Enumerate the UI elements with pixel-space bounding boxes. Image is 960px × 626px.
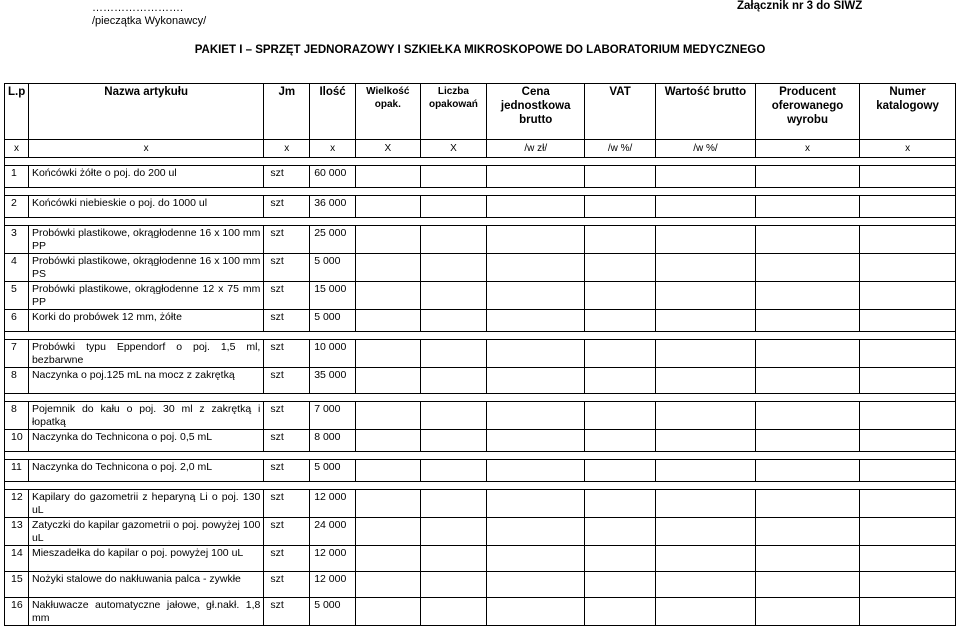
empty-cell — [585, 402, 656, 430]
empty-cell — [356, 254, 421, 282]
empty-cell — [655, 572, 755, 598]
row-lp: 13 — [5, 518, 29, 546]
row-jm: szt — [264, 546, 310, 572]
units-cell: X — [356, 140, 421, 158]
row-lp: 7 — [5, 340, 29, 368]
row-qty: 35 000 — [310, 368, 356, 394]
empty-cell — [487, 166, 585, 188]
table-row — [5, 598, 956, 626]
empty-cell — [755, 572, 859, 598]
col-gross-value: Wartość brutto — [655, 84, 755, 140]
empty-cell — [860, 166, 956, 188]
empty-cell — [420, 226, 487, 254]
table-row — [5, 402, 956, 430]
empty-cell — [356, 282, 421, 310]
col-vat: VAT — [585, 84, 656, 140]
empty-cell — [755, 340, 859, 368]
empty-cell — [356, 430, 421, 452]
units-cell: /w %/ — [585, 140, 656, 158]
group-separator — [5, 482, 956, 490]
empty-cell — [356, 546, 421, 572]
empty-cell — [860, 518, 956, 546]
empty-cell — [755, 196, 859, 218]
row-qty: 5 000 — [310, 310, 356, 332]
empty-cell — [655, 340, 755, 368]
row-lp: 15 — [5, 572, 29, 598]
empty-cell — [487, 196, 585, 218]
empty-cell — [755, 490, 859, 518]
col-unit-price: Cena jednostkowa brutto — [487, 84, 585, 140]
row-qty: 36 000 — [310, 196, 356, 218]
units-cell: X — [420, 140, 487, 158]
row-lp: 8 — [5, 402, 29, 430]
row-name: Naczynka do Technicona o poj. 0,5 mL — [28, 430, 263, 452]
table-row — [5, 340, 956, 368]
empty-cell — [487, 402, 585, 430]
row-name: Nożyki stalowe do nakłuwania palca - zywkłe — [28, 572, 263, 598]
row-jm: szt — [264, 368, 310, 394]
empty-cell — [356, 196, 421, 218]
separator-cell — [5, 158, 956, 166]
separator-cell — [5, 452, 956, 460]
empty-cell — [585, 166, 656, 188]
empty-cell — [585, 310, 656, 332]
col-pack-size: Wielkość opak. — [356, 84, 421, 140]
empty-cell — [755, 402, 859, 430]
units-cell: x — [755, 140, 859, 158]
empty-cell — [655, 166, 755, 188]
empty-cell — [487, 226, 585, 254]
empty-cell — [420, 430, 487, 452]
empty-cell — [655, 402, 755, 430]
row-jm: szt — [264, 490, 310, 518]
empty-cell — [356, 572, 421, 598]
table-row — [5, 310, 956, 332]
row-jm: szt — [264, 254, 310, 282]
row-lp: 8 — [5, 368, 29, 394]
empty-cell — [860, 340, 956, 368]
table-row — [5, 460, 956, 482]
row-qty: 12 000 — [310, 572, 356, 598]
empty-cell — [585, 572, 656, 598]
row-qty: 10 000 — [310, 340, 356, 368]
group-separator — [5, 332, 956, 340]
row-jm: szt — [264, 340, 310, 368]
empty-cell — [755, 166, 859, 188]
empty-cell — [655, 598, 755, 626]
empty-cell — [420, 460, 487, 482]
row-jm: szt — [264, 226, 310, 254]
empty-cell — [585, 460, 656, 482]
empty-cell — [420, 368, 487, 394]
row-name: Probówki typu Eppendorf o poj. 1,5 ml, bezbarwne — [28, 340, 263, 368]
empty-cell — [860, 490, 956, 518]
row-jm: szt — [264, 460, 310, 482]
row-name: Kapilary do gazometrii z heparyną Li o poj. 130 uL — [28, 490, 263, 518]
row-lp: 1 — [5, 166, 29, 188]
col-qty: Ilość — [310, 84, 356, 140]
empty-cell — [755, 282, 859, 310]
offer-table — [4, 83, 956, 626]
row-qty: 60 000 — [310, 166, 356, 188]
row-name: Końcówki żółte o poj. do 200 ul — [28, 166, 263, 188]
units-cell: x — [310, 140, 356, 158]
row-name: Probówki plastikowe, okrągłodenne 12 x 75 mm PP — [28, 282, 263, 310]
empty-cell — [860, 196, 956, 218]
row-lp: 2 — [5, 196, 29, 218]
table-row — [5, 572, 956, 598]
group-separator — [5, 158, 956, 166]
stamp-dots: ……………………. — [92, 2, 184, 14]
row-lp: 5 — [5, 282, 29, 310]
row-lp: 3 — [5, 226, 29, 254]
units-row — [5, 140, 956, 158]
row-qty: 5 000 — [310, 254, 356, 282]
row-lp: 4 — [5, 254, 29, 282]
row-jm: szt — [264, 282, 310, 310]
empty-cell — [585, 340, 656, 368]
empty-cell — [860, 282, 956, 310]
table-row — [5, 254, 956, 282]
group-separator — [5, 188, 956, 196]
row-lp: 6 — [5, 310, 29, 332]
empty-cell — [655, 518, 755, 546]
units-cell: x — [860, 140, 956, 158]
row-name: Probówki plastikowe, okrągłodenne 16 x 100 mm PP — [28, 226, 263, 254]
empty-cell — [655, 254, 755, 282]
empty-cell — [655, 546, 755, 572]
empty-cell — [356, 368, 421, 394]
empty-cell — [655, 490, 755, 518]
units-cell: /w %/ — [655, 140, 755, 158]
empty-cell — [585, 226, 656, 254]
empty-cell — [860, 598, 956, 626]
empty-cell — [860, 310, 956, 332]
empty-cell — [487, 430, 585, 452]
header-row — [5, 84, 956, 140]
units-cell: x — [28, 140, 263, 158]
row-lp: 12 — [5, 490, 29, 518]
empty-cell — [585, 430, 656, 452]
empty-cell — [655, 310, 755, 332]
empty-cell — [655, 196, 755, 218]
empty-cell — [487, 282, 585, 310]
row-jm: szt — [264, 166, 310, 188]
separator-cell — [5, 482, 956, 490]
row-jm: szt — [264, 430, 310, 452]
units-cell: /w zł/ — [487, 140, 585, 158]
col-lp: L.p — [5, 84, 29, 140]
group-separator — [5, 218, 956, 226]
empty-cell — [420, 166, 487, 188]
empty-cell — [585, 518, 656, 546]
empty-cell — [755, 368, 859, 394]
separator-cell — [5, 218, 956, 226]
row-name: Pojemnik do kału o poj. 30 ml z zakrętką i łopatką — [28, 402, 263, 430]
empty-cell — [487, 310, 585, 332]
empty-cell — [487, 340, 585, 368]
empty-cell — [585, 546, 656, 572]
row-jm: szt — [264, 598, 310, 626]
empty-cell — [356, 310, 421, 332]
table-row — [5, 196, 956, 218]
empty-cell — [655, 460, 755, 482]
empty-cell — [420, 598, 487, 626]
empty-cell — [755, 254, 859, 282]
row-lp: 10 — [5, 430, 29, 452]
col-pack-count: Liczba opakowań — [420, 84, 487, 140]
row-qty: 5 000 — [310, 598, 356, 626]
empty-cell — [860, 254, 956, 282]
units-cell: x — [5, 140, 29, 158]
separator-cell — [5, 332, 956, 340]
empty-cell — [755, 546, 859, 572]
empty-cell — [860, 368, 956, 394]
row-name: Probówki plastikowe, okrągłodenne 16 x 100 mm PS — [28, 254, 263, 282]
empty-cell — [356, 166, 421, 188]
empty-cell — [585, 254, 656, 282]
empty-cell — [356, 460, 421, 482]
empty-cell — [487, 368, 585, 394]
empty-cell — [755, 430, 859, 452]
empty-cell — [585, 598, 656, 626]
row-qty: 5 000 — [310, 460, 356, 482]
col-jm: Jm — [264, 84, 310, 140]
row-qty: 12 000 — [310, 490, 356, 518]
empty-cell — [356, 226, 421, 254]
empty-cell — [487, 598, 585, 626]
empty-cell — [487, 490, 585, 518]
empty-cell — [356, 402, 421, 430]
package-title: PAKIET I – SPRZĘT JEDNORAZOWY I SZKIEŁKA MIKROSKOPOWE DO LABORATORIUM MEDYCZNEGO — [194, 44, 766, 56]
row-jm: szt — [264, 402, 310, 430]
row-lp: 11 — [5, 460, 29, 482]
annex-title: Załącznik nr 3 do SIWZ — [737, 0, 863, 12]
empty-cell — [420, 572, 487, 598]
empty-cell — [420, 490, 487, 518]
empty-cell — [860, 402, 956, 430]
table-row — [5, 430, 956, 452]
row-jm: szt — [264, 518, 310, 546]
empty-cell — [487, 460, 585, 482]
empty-cell — [487, 254, 585, 282]
empty-cell — [755, 518, 859, 546]
table-row — [5, 518, 956, 546]
col-catalog-number: Numer katalogowy — [860, 84, 956, 140]
units-cell: x — [264, 140, 310, 158]
row-qty: 25 000 — [310, 226, 356, 254]
row-name: Nakłuwacze automatyczne jałowe, gł.nakł. 1,8 mm — [28, 598, 263, 626]
row-name: Naczynka o poj.125 mL na mocz z zakrętką — [28, 368, 263, 394]
empty-cell — [420, 310, 487, 332]
col-producer: Producent oferowanego wyrobu — [755, 84, 859, 140]
empty-cell — [655, 368, 755, 394]
empty-cell — [655, 226, 755, 254]
empty-cell — [487, 518, 585, 546]
row-qty: 24 000 — [310, 518, 356, 546]
empty-cell — [420, 340, 487, 368]
table-row — [5, 226, 956, 254]
separator-cell — [5, 188, 956, 196]
row-jm: szt — [264, 196, 310, 218]
empty-cell — [585, 368, 656, 394]
table-row — [5, 490, 956, 518]
empty-cell — [655, 430, 755, 452]
table-row — [5, 368, 956, 394]
empty-cell — [420, 254, 487, 282]
empty-cell — [585, 196, 656, 218]
row-name: Korki do probówek 12 mm, żółte — [28, 310, 263, 332]
row-lp: 14 — [5, 546, 29, 572]
separator-cell — [5, 394, 956, 402]
empty-cell — [420, 196, 487, 218]
row-qty: 7 000 — [310, 402, 356, 430]
row-qty: 15 000 — [310, 282, 356, 310]
row-jm: szt — [264, 310, 310, 332]
stamp-label: /pieczątka Wykonawcy/ — [92, 15, 207, 27]
row-name: Końcówki niebieskie o poj. do 1000 ul — [28, 196, 263, 218]
empty-cell — [755, 460, 859, 482]
group-separator — [5, 394, 956, 402]
empty-cell — [487, 546, 585, 572]
empty-cell — [420, 402, 487, 430]
empty-cell — [860, 546, 956, 572]
table-row — [5, 166, 956, 188]
row-qty: 8 000 — [310, 430, 356, 452]
row-name: Mieszadełka do kapilar o poj. powyżej 100 uL — [28, 546, 263, 572]
empty-cell — [860, 430, 956, 452]
row-name: Zatyczki do kapilar gazometrii o poj. powyżej 100 uL — [28, 518, 263, 546]
group-separator — [5, 452, 956, 460]
empty-cell — [356, 490, 421, 518]
empty-cell — [487, 572, 585, 598]
empty-cell — [655, 282, 755, 310]
empty-cell — [356, 598, 421, 626]
row-qty: 12 000 — [310, 546, 356, 572]
row-name: Naczynka do Technicona o poj. 2,0 mL — [28, 460, 263, 482]
empty-cell — [860, 460, 956, 482]
empty-cell — [585, 490, 656, 518]
empty-cell — [755, 598, 859, 626]
empty-cell — [755, 310, 859, 332]
empty-cell — [420, 282, 487, 310]
empty-cell — [420, 518, 487, 546]
row-lp: 16 — [5, 598, 29, 626]
empty-cell — [585, 282, 656, 310]
empty-cell — [356, 340, 421, 368]
empty-cell — [860, 572, 956, 598]
row-jm: szt — [264, 572, 310, 598]
table-row — [5, 282, 956, 310]
empty-cell — [420, 546, 487, 572]
col-name: Nazwa artykułu — [28, 84, 263, 140]
empty-cell — [356, 518, 421, 546]
table-row — [5, 546, 956, 572]
empty-cell — [860, 226, 956, 254]
empty-cell — [755, 226, 859, 254]
